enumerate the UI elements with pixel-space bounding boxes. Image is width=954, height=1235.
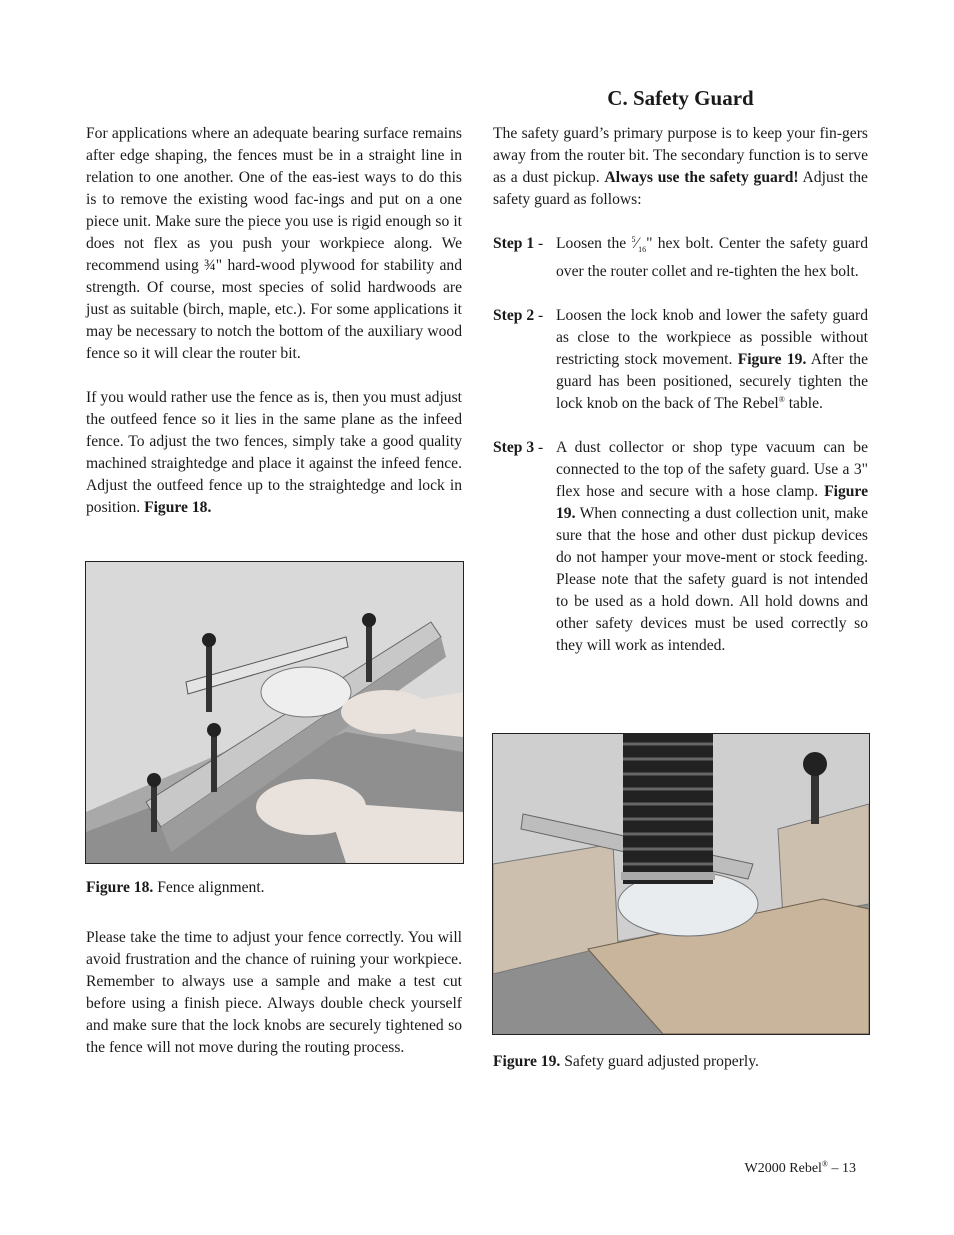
- step-2: Step 2 - Loosen the lock knob and lower the safety guard as close to the workpiece as possible without restricting stock movement. Figure 19. After the guard has been positioned, securely tighten the lock knob on the back of The Rebel® table.: [493, 307, 868, 413]
- right-column: [493, 123, 868, 657]
- page-footer: W2000 Rebel® – 13: [744, 1159, 856, 1176]
- section-title: C. Safety Guard: [607, 86, 754, 110]
- figure-18-photo: [85, 561, 464, 864]
- step-3: Step 3 - A dust collector or shop type vacuum can be connected to the top of the safety guard. Use a 3" flex hose and secure with a hose clamp. Figure 19. When connecting a dust collection unit, make sure that the hose and other dust pickup devices do not hamper your move-ment or stock feeding. Please note that the safety guard is not intended to be used as a hold down. All hold downs and other safety devices must be used correctly so they will work as intended.: [493, 439, 868, 655]
- figure-reference: Figure 18.: [144, 499, 212, 516]
- paragraph-take-time: Please take the time to adjust your fence correctly. You will avoid frustration and the chance of ruining your workpiece. Remember to always use a sample and make a test cut before using a finish piece. Always double check yourself and make sure that the lock knobs are securely tightened so the fence will not move during the routing process.: [86, 929, 462, 1056]
- left-column: [86, 123, 462, 519]
- paragraph-adjust-fence: If you would rather use the fence as is, then you must adjust the outfeed fence so it lies in the same plane as the infeed fence. To adjust the two fences, simply take a good quality machined straightedge and place it against the infeed fence. Adjust the outfeed fence up to the straightedge and lock in position. Figure 18.: [86, 389, 462, 516]
- paragraph-fence-alignment: For applications where an adequate bearing surface remains after edge shaping, the fences must be in a straight line in relation to one another. One of the eas-iest ways to do this is to remove the existing wood fac-ings and put on a one piece unit. Make sure the piece you use is rigid enough so it does not flex as you push your workpiece along. We recommend using ¾" hard-wood plywood for stability and strength. Of course, most species of solid hardwoods are just as suitable (birch, maple, etc.). For some applications it may be necessary to notch the bottom of the auxiliary wood fence so it will clear the router bit.: [86, 125, 462, 362]
- figure-19-caption: Figure 19. Safety guard adjusted properly.: [493, 1053, 759, 1070]
- paragraph-intro: The safety guard’s primary purpose is to keep your fin-gers away from the router bit. The secondary function is to serve as a dust pickup. Always use the safety guard! Adjust the safety guard as follows:: [493, 125, 868, 208]
- figure-19-photo: [492, 733, 870, 1035]
- left-column-lower: [86, 927, 462, 1059]
- step-1: Step 1 - Loosen the $^5⁄_{16}$" hex bolt. Center the safety guard over the router collet and re-tighten the hex bolt.: [493, 234, 868, 281]
- figure-18-caption: Figure 18. Fence alignment.: [86, 879, 265, 896]
